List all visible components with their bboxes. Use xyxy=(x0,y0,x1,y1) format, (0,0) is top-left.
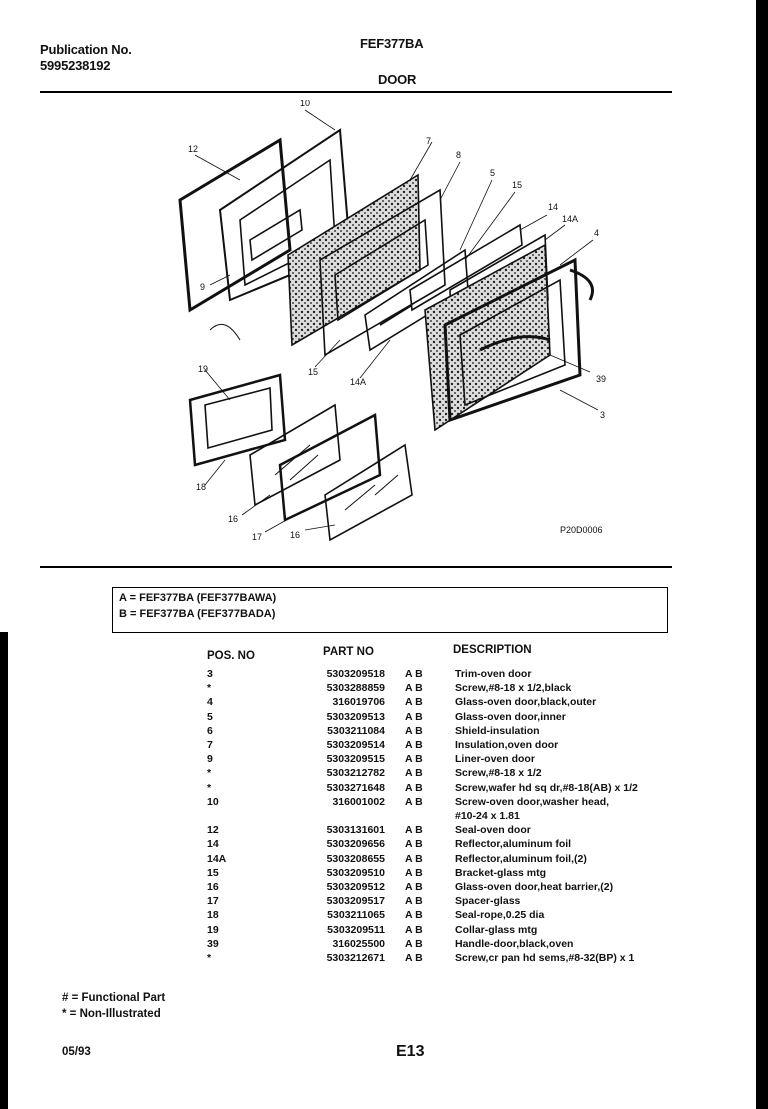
table-row xyxy=(205,753,675,767)
pos-cell: 14A xyxy=(207,852,227,865)
part-number-cell: 316019706 xyxy=(332,696,385,709)
non-illustrated-note: * = Non-Illustrated xyxy=(62,1008,161,1020)
description-cell: Screw,#8-18 x 1/2,black xyxy=(455,682,572,695)
pos-cell: * xyxy=(207,781,212,794)
model-code-cell: A B xyxy=(405,753,423,766)
callout-label: 5 xyxy=(490,168,496,178)
model-code-cell: A B xyxy=(405,724,423,737)
model-code-cell: A B xyxy=(405,696,423,709)
description-cell: #10-24 x 1.81 xyxy=(455,810,520,822)
callout-label: 7 xyxy=(426,136,432,146)
part-number-cell: 5303209511 xyxy=(327,923,385,936)
model-code-cell: A B xyxy=(405,710,423,723)
part-number-cell: 5303209513 xyxy=(326,710,385,723)
table-row xyxy=(205,696,675,710)
table-row xyxy=(205,668,675,682)
legend-equals: = xyxy=(129,592,140,604)
insulation-drawing xyxy=(288,175,420,345)
part-number-cell: 316025500 xyxy=(332,937,385,950)
part-number-cell: 5303209517 xyxy=(326,895,385,908)
legend-text: FEF377BA (FEF377BADA) xyxy=(139,608,276,620)
callout-label: 14A xyxy=(562,214,579,224)
description-cell: Collar-glass mtg xyxy=(455,923,538,936)
model-code-cell: A B xyxy=(405,781,423,794)
pos-cell: 5 xyxy=(207,710,213,723)
functional-part-note: # = Functional Part xyxy=(62,992,166,1004)
description-cell: Screw,#8-18 x 1/2 xyxy=(455,767,542,780)
model-code-cell: A B xyxy=(405,668,423,680)
pos-cell: 16 xyxy=(207,881,219,893)
table-row xyxy=(205,853,675,867)
model-code-cell: A B xyxy=(405,923,423,936)
callout-label: 10 xyxy=(300,100,311,108)
table-row xyxy=(205,725,675,739)
description-cell: Reflector,aluminum foil xyxy=(455,838,572,851)
table-row xyxy=(205,867,675,881)
pos-cell: 4 xyxy=(207,696,213,709)
pos-cell: 19 xyxy=(207,923,219,936)
pos-cell: * xyxy=(207,952,212,964)
description-cell: Seal-oven door xyxy=(455,824,531,837)
part-number-cell: 5303209510 xyxy=(326,866,385,879)
callout-label: 18 xyxy=(196,482,207,492)
header-part-no: PART NO xyxy=(323,646,374,658)
callout-label: 4 xyxy=(594,228,600,238)
pos-cell: 9 xyxy=(207,753,213,766)
callout-label: 39 xyxy=(596,374,607,384)
description-cell: Screw,cr pan hd sems,#8-32(BP) x 1 xyxy=(455,952,635,964)
part-number-cell: 5303209515 xyxy=(326,753,385,766)
scan-edge-right xyxy=(756,0,768,1109)
part-number-cell: 316001002 xyxy=(332,795,385,808)
model-code-cell: A B xyxy=(405,852,423,865)
model-code-cell: A B xyxy=(405,895,423,908)
legend-text: FEF377BA (FEF377BAWA) xyxy=(139,592,277,604)
callout-label: 15 xyxy=(308,367,319,377)
description-cell: Glass-oven door,black,outer xyxy=(455,696,597,709)
heat-barrier-glass-drawing-1 xyxy=(250,405,340,505)
callout-label: 14A xyxy=(350,377,367,387)
spacer-glass-drawing xyxy=(280,415,380,520)
description-cell: Screw-oven door,washer head, xyxy=(455,795,610,808)
model-code-cell: A B xyxy=(405,767,423,780)
table-row xyxy=(205,767,675,781)
pos-cell: * xyxy=(207,682,212,695)
description-cell: Screw,wafer hd sq dr,#8-18(AB) x 1/2 xyxy=(455,781,638,794)
callout-label: 17 xyxy=(252,532,263,542)
description-cell: Liner-oven door xyxy=(455,753,535,766)
table-row xyxy=(205,682,675,696)
scan-edge-left xyxy=(0,632,8,1109)
table-row xyxy=(205,909,675,923)
table-row xyxy=(205,782,675,796)
table-row xyxy=(205,824,675,838)
part-number-cell: 5303209512 xyxy=(326,881,385,893)
pos-cell: 3 xyxy=(207,668,213,680)
legend-line-a xyxy=(119,592,276,604)
part-number-cell: 5303212671 xyxy=(326,952,385,964)
pos-cell: 7 xyxy=(207,739,213,751)
callout-label: 19 xyxy=(198,364,209,374)
pos-cell: 39 xyxy=(207,937,219,950)
pos-cell: 12 xyxy=(207,824,219,837)
part-number-cell: 5303212782 xyxy=(326,767,385,780)
description-cell: Spacer-glass xyxy=(455,895,521,908)
part-number-cell: 5303209518 xyxy=(326,668,385,680)
page-number: E13 xyxy=(396,1043,425,1060)
pos-cell: 6 xyxy=(207,724,213,737)
callout-label: 14 xyxy=(548,202,559,212)
part-number-cell: 5303131601 xyxy=(326,824,385,837)
table-row xyxy=(205,739,675,753)
pos-cell: 10 xyxy=(207,795,219,808)
callout-label: 3 xyxy=(600,410,606,420)
model-code-cell: A B xyxy=(405,824,423,837)
model-code-cell: A B xyxy=(405,682,423,695)
pos-cell: 14 xyxy=(207,838,219,851)
callout-label: 15 xyxy=(512,180,523,190)
table-row xyxy=(205,952,675,966)
header-pos-no: POS. NO xyxy=(207,650,255,662)
table-row xyxy=(205,810,675,824)
part-number-cell: 5303211084 xyxy=(327,724,385,737)
description-cell: Reflector,aluminum foil,(2) xyxy=(455,852,587,865)
part-number-cell: 5303209656 xyxy=(326,838,385,851)
pos-cell: 18 xyxy=(207,909,219,922)
callout-label: 16 xyxy=(290,530,301,540)
table-row xyxy=(205,796,675,810)
description-cell: Handle-door,black,oven xyxy=(455,937,574,950)
table-row xyxy=(205,924,675,938)
model-code-cell: A B xyxy=(405,866,423,879)
callout-label: 16 xyxy=(228,514,239,524)
model-code-cell: A B xyxy=(405,909,423,922)
part-number-cell: 5303211065 xyxy=(327,909,385,922)
header-description: DESCRIPTION xyxy=(453,644,532,656)
date-code: 05/93 xyxy=(62,1046,91,1058)
table-row xyxy=(205,881,675,895)
model-code-cell: A B xyxy=(405,881,423,893)
exploded-door-diagram xyxy=(150,100,670,560)
part-number-cell: 5303209514 xyxy=(326,739,385,751)
callout-label: 8 xyxy=(456,150,462,160)
diagram-rule xyxy=(40,566,672,568)
model-code-cell: A B xyxy=(405,795,423,808)
part-number-cell: 5303208655 xyxy=(326,852,385,865)
publication-label: Publication No. xyxy=(40,42,132,57)
description-cell: Seal-rope,0.25 dia xyxy=(455,909,545,922)
part-number-cell: 5303288859 xyxy=(326,682,385,695)
callout-label: 12 xyxy=(188,144,199,154)
table-row xyxy=(205,838,675,852)
drawing-code: P20D0006 xyxy=(560,525,603,535)
description-cell: Bracket-glass mtg xyxy=(455,866,547,879)
pos-cell: 17 xyxy=(207,895,219,908)
legend-equals: = xyxy=(130,608,140,620)
pos-cell: 15 xyxy=(207,866,219,879)
header-rule xyxy=(40,91,672,93)
description-cell: Insulation,oven door xyxy=(455,739,559,751)
model-code-cell: A B xyxy=(405,838,423,851)
legend-line-b xyxy=(119,608,275,620)
pos-cell: * xyxy=(207,767,212,780)
part-number-cell: 5303271648 xyxy=(326,781,385,794)
model-legend xyxy=(112,587,668,633)
model-number: FEF377BA xyxy=(360,36,424,51)
table-row xyxy=(205,711,675,725)
table-row xyxy=(205,938,675,952)
description-cell: Shield-insulation xyxy=(455,724,540,737)
model-code-cell: A B xyxy=(405,739,423,751)
heat-barrier-glass-drawing-2 xyxy=(325,445,412,540)
section-title: DOOR xyxy=(378,72,417,87)
table-row xyxy=(205,895,675,909)
seal-rope-drawing xyxy=(210,324,240,340)
publication-number: 5995238192 xyxy=(40,58,111,73)
model-code-cell: A B xyxy=(405,952,423,964)
callout-label: 9 xyxy=(200,282,206,292)
model-code-cell: A B xyxy=(405,937,423,950)
description-cell: Trim-oven door xyxy=(455,668,532,680)
description-cell: Glass-oven door,heat barrier,(2) xyxy=(455,881,614,893)
description-cell: Glass-oven door,inner xyxy=(455,710,566,723)
legend-code: A xyxy=(119,592,127,604)
legend-code: B xyxy=(119,608,127,620)
